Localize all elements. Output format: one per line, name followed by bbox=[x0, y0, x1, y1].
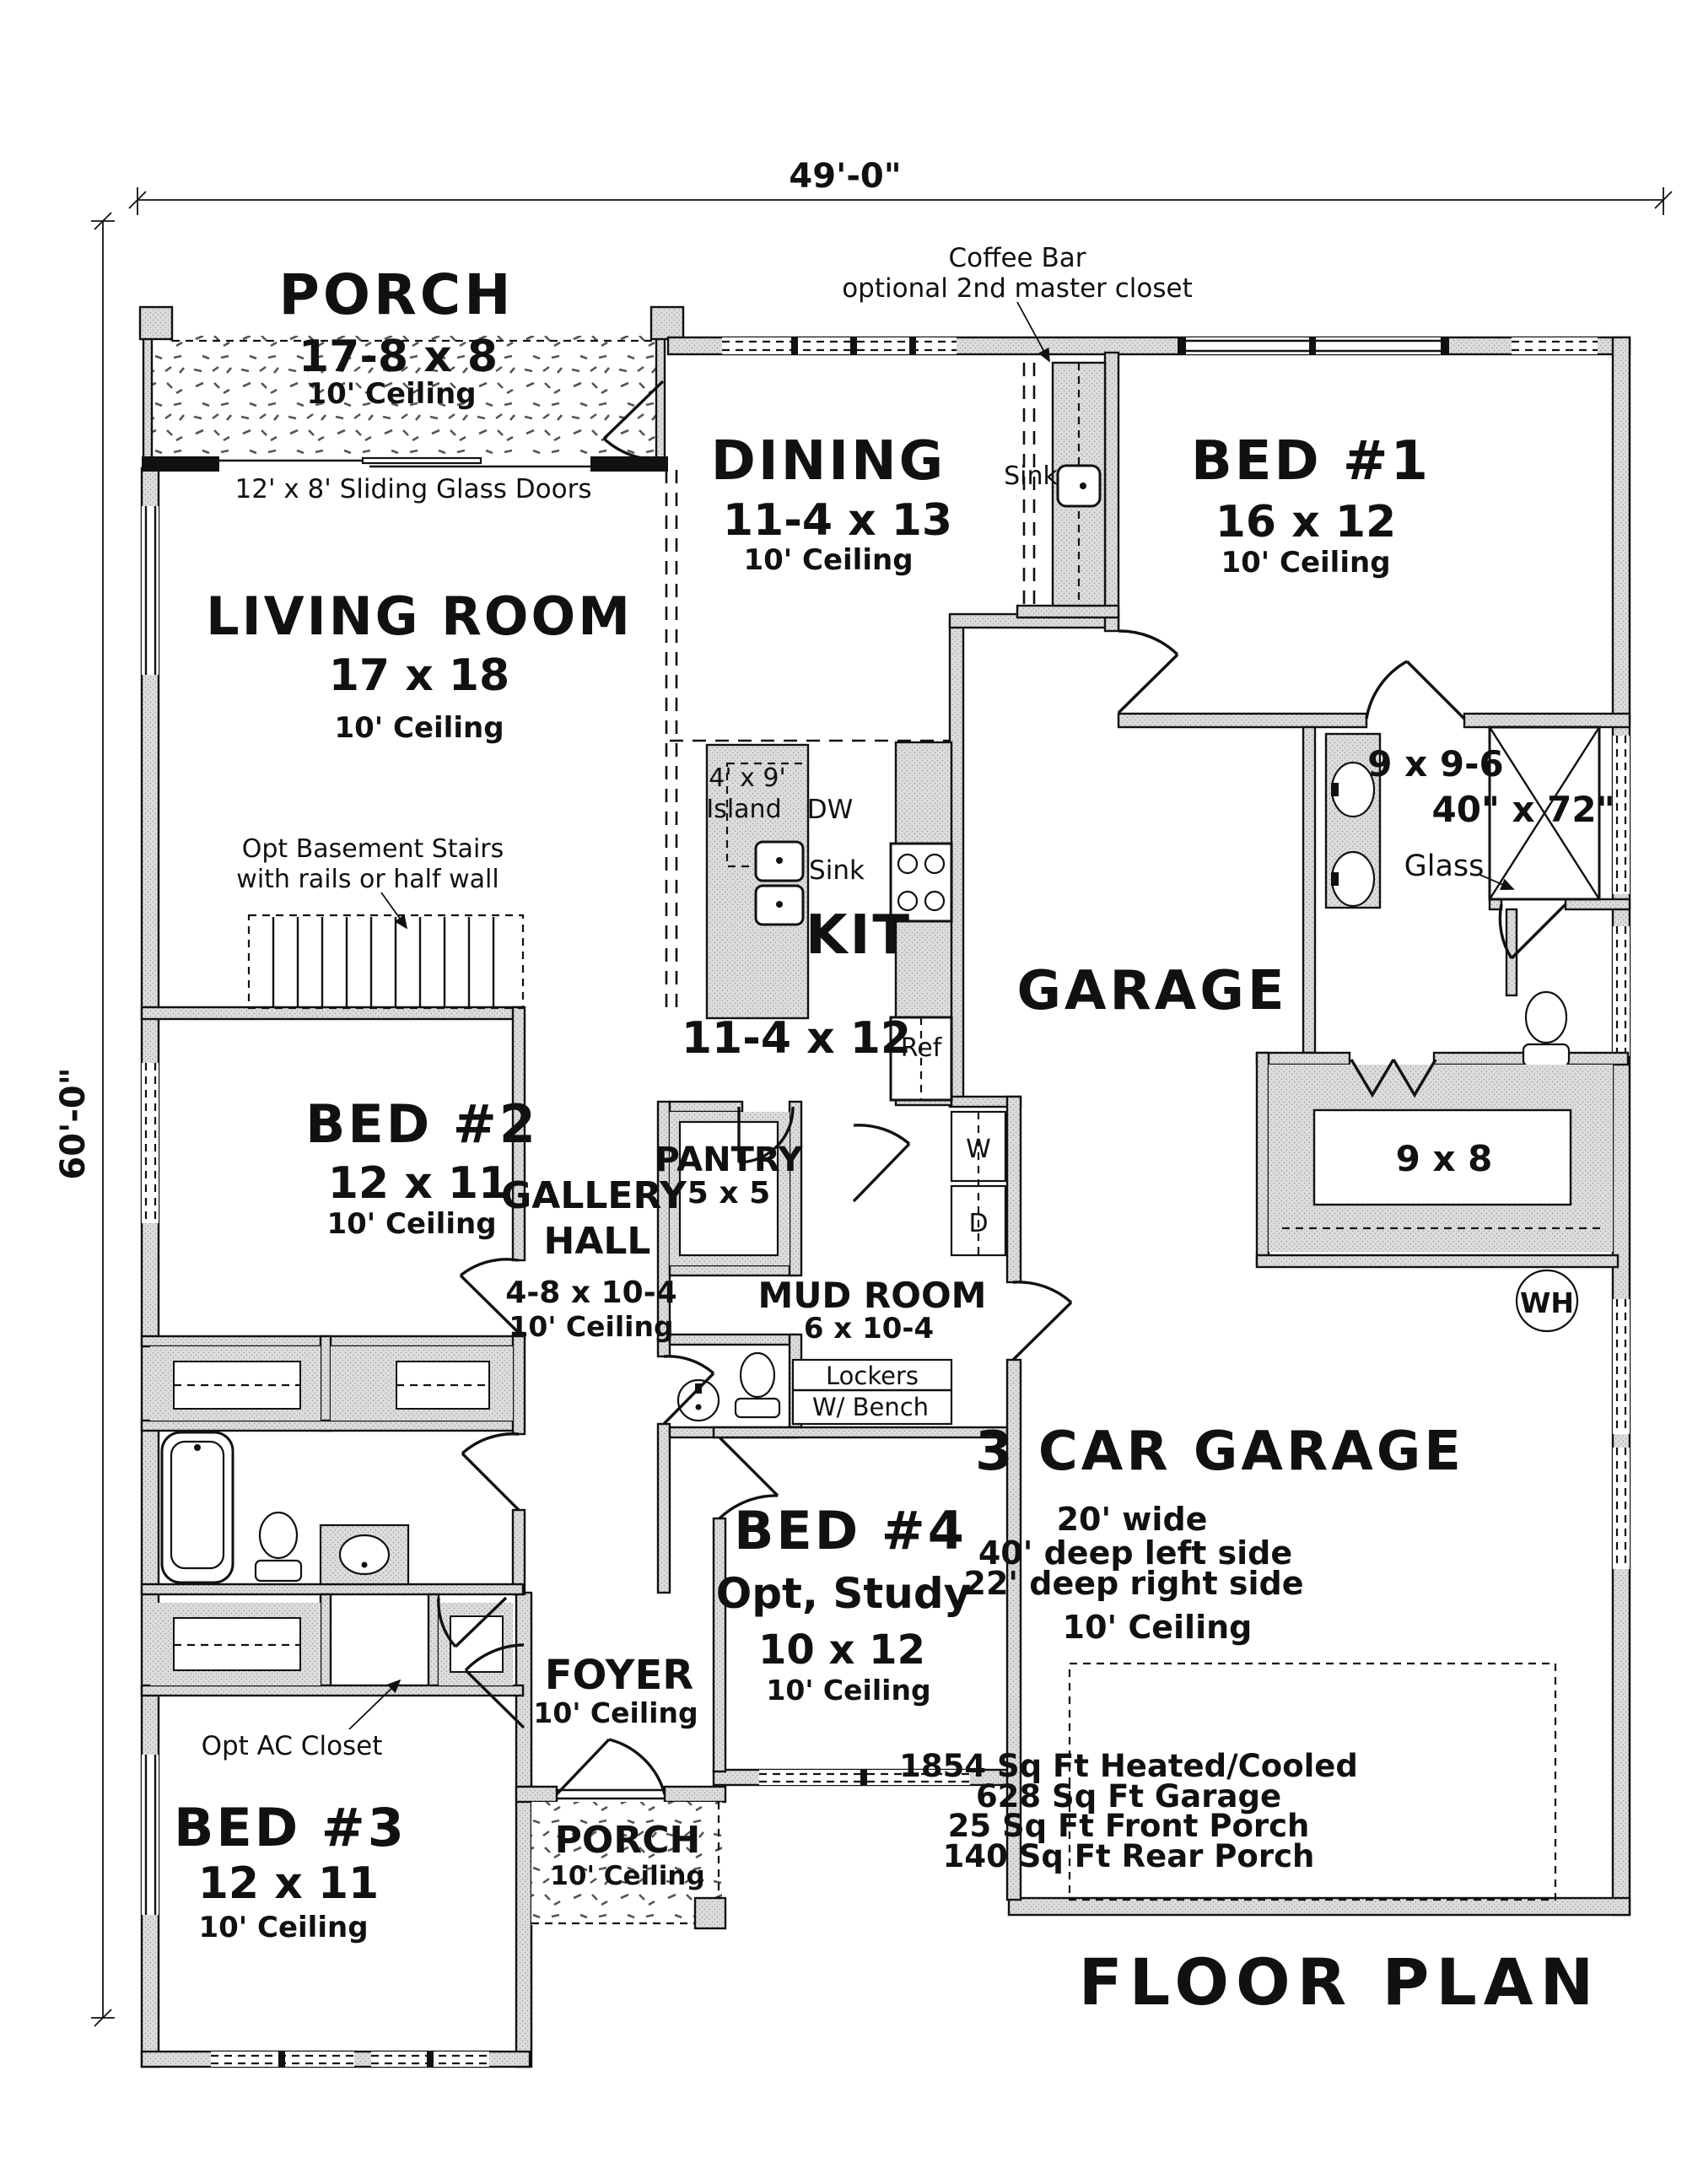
area-line-2: 25 Sq Ft Front Porch bbox=[947, 1808, 1310, 1844]
bed1-name: BED #1 bbox=[1190, 430, 1431, 493]
dim-height-label: 60'-0" bbox=[54, 1067, 93, 1180]
bed2-ceil: 10' Ceiling bbox=[326, 1207, 497, 1241]
garage-title: 3 CAR GARAGE bbox=[975, 1421, 1464, 1483]
island-label-1: 4' x 9' bbox=[709, 763, 786, 793]
dining-size: 11-4 x 13 bbox=[722, 495, 953, 546]
bed3-name: BED #3 bbox=[174, 1797, 407, 1858]
island-label-2: Island bbox=[706, 795, 782, 824]
coffee-bar-sink-icon bbox=[1058, 466, 1100, 506]
living-name: LIVING ROOM bbox=[206, 585, 633, 647]
bed4-alt: Opt, Study bbox=[715, 1569, 972, 1618]
ac-note: Opt AC Closet bbox=[201, 1731, 383, 1761]
garage-spec-1: 40' deep left side bbox=[978, 1534, 1293, 1572]
mud-name: MUD ROOM bbox=[757, 1275, 987, 1316]
master-bath-size: 9 x 9-6 bbox=[1367, 743, 1504, 785]
dw-label: DW bbox=[806, 795, 854, 825]
foyer-ceil: 10' Ceiling bbox=[533, 1696, 698, 1729]
powder-toilet-icon bbox=[741, 1353, 774, 1397]
hall-toilet-icon bbox=[260, 1513, 297, 1558]
washer-label: W bbox=[966, 1135, 991, 1164]
sliding-doors-note: 12' x 8' Sliding Glass Doors bbox=[234, 474, 592, 504]
bed3-size: 12 x 11 bbox=[197, 1858, 380, 1909]
bed1-ceil: 10' Ceiling bbox=[1221, 546, 1391, 580]
rear-porch-ceil: 10' Ceiling bbox=[306, 377, 477, 411]
stairs-note-1: Opt Basement Stairs bbox=[241, 834, 504, 864]
dim-width-label: 49'-0" bbox=[789, 157, 902, 196]
gallery-size: 4-8 x 10-4 bbox=[505, 1275, 677, 1310]
area-line-0: 1854 Sq Ft Heated/Cooled bbox=[899, 1748, 1358, 1784]
gallery-name-1: GALLERY bbox=[501, 1174, 687, 1217]
dining-ceil: 10' Ceiling bbox=[743, 543, 914, 577]
basement-stairs bbox=[249, 892, 523, 1008]
lockers-label-2: W/ Bench bbox=[811, 1393, 930, 1421]
kitchen-size: 11-4 x 12 bbox=[681, 1013, 912, 1064]
kitchen-sink-label: Sink bbox=[809, 855, 865, 886]
gallery-name-2: HALL bbox=[543, 1220, 651, 1263]
coffee-sink-label: Sink bbox=[1004, 461, 1058, 491]
garage-spec-2: 22' deep right side bbox=[963, 1565, 1304, 1602]
living-size: 17 x 18 bbox=[328, 650, 510, 701]
master-toilet-icon bbox=[1526, 992, 1566, 1043]
dining-name: DINING bbox=[710, 430, 946, 493]
dryer-label: D bbox=[968, 1209, 989, 1238]
glass-label: Glass bbox=[1404, 849, 1485, 883]
mud-size: 6 x 10-4 bbox=[803, 1312, 935, 1345]
bed4-name: BED #4 bbox=[734, 1500, 967, 1561]
bed2-name: BED #2 bbox=[305, 1093, 538, 1155]
pantry-name: PANTRY bbox=[655, 1141, 803, 1179]
coffee-note-1: Coffee Bar bbox=[948, 243, 1086, 273]
foyer-name: FOYER bbox=[544, 1652, 694, 1699]
garage-spec-0: 20' wide bbox=[1056, 1501, 1208, 1538]
coffee-note-2: optional 2nd master closet bbox=[842, 273, 1193, 304]
area-line-1: 628 Sq Ft Garage bbox=[975, 1778, 1282, 1815]
bed3-ceil: 10' Ceiling bbox=[198, 1911, 369, 1944]
front-porch-name: PORCH bbox=[554, 1819, 701, 1862]
bed4-ceil: 10' Ceiling bbox=[766, 1674, 931, 1707]
living-ceil: 10' Ceiling bbox=[334, 711, 504, 745]
master-closet-size: 9 x 8 bbox=[1395, 1138, 1493, 1179]
shower-size: 40" x 72" bbox=[1431, 789, 1615, 830]
kitchen-name: KIT bbox=[805, 904, 913, 967]
area-line-3: 140 Sq Ft Rear Porch bbox=[942, 1838, 1315, 1874]
page-title: FLOOR PLAN bbox=[1078, 1944, 1601, 2020]
bed4-size: 10 x 12 bbox=[758, 1626, 925, 1674]
rear-porch-size: 17-8 x 8 bbox=[298, 332, 499, 382]
garage-name: GARAGE bbox=[1016, 960, 1288, 1022]
ref-label: Ref bbox=[900, 1033, 942, 1063]
bed1-size: 16 x 12 bbox=[1215, 497, 1397, 547]
pantry-size: 5 x 5 bbox=[687, 1176, 771, 1211]
bed2-size: 12 x 11 bbox=[327, 1158, 509, 1209]
stairs-note-2: with rails or half wall bbox=[236, 865, 499, 894]
gallery-ceil: 10' Ceiling bbox=[509, 1310, 674, 1343]
wh-label: WH bbox=[1519, 1286, 1575, 1319]
rear-porch-name: PORCH bbox=[278, 262, 515, 327]
lockers-label-1: Lockers bbox=[826, 1362, 919, 1390]
garage-spec-3: 10' Ceiling bbox=[1062, 1609, 1253, 1646]
front-porch-ceil: 10' Ceiling bbox=[550, 1861, 705, 1891]
